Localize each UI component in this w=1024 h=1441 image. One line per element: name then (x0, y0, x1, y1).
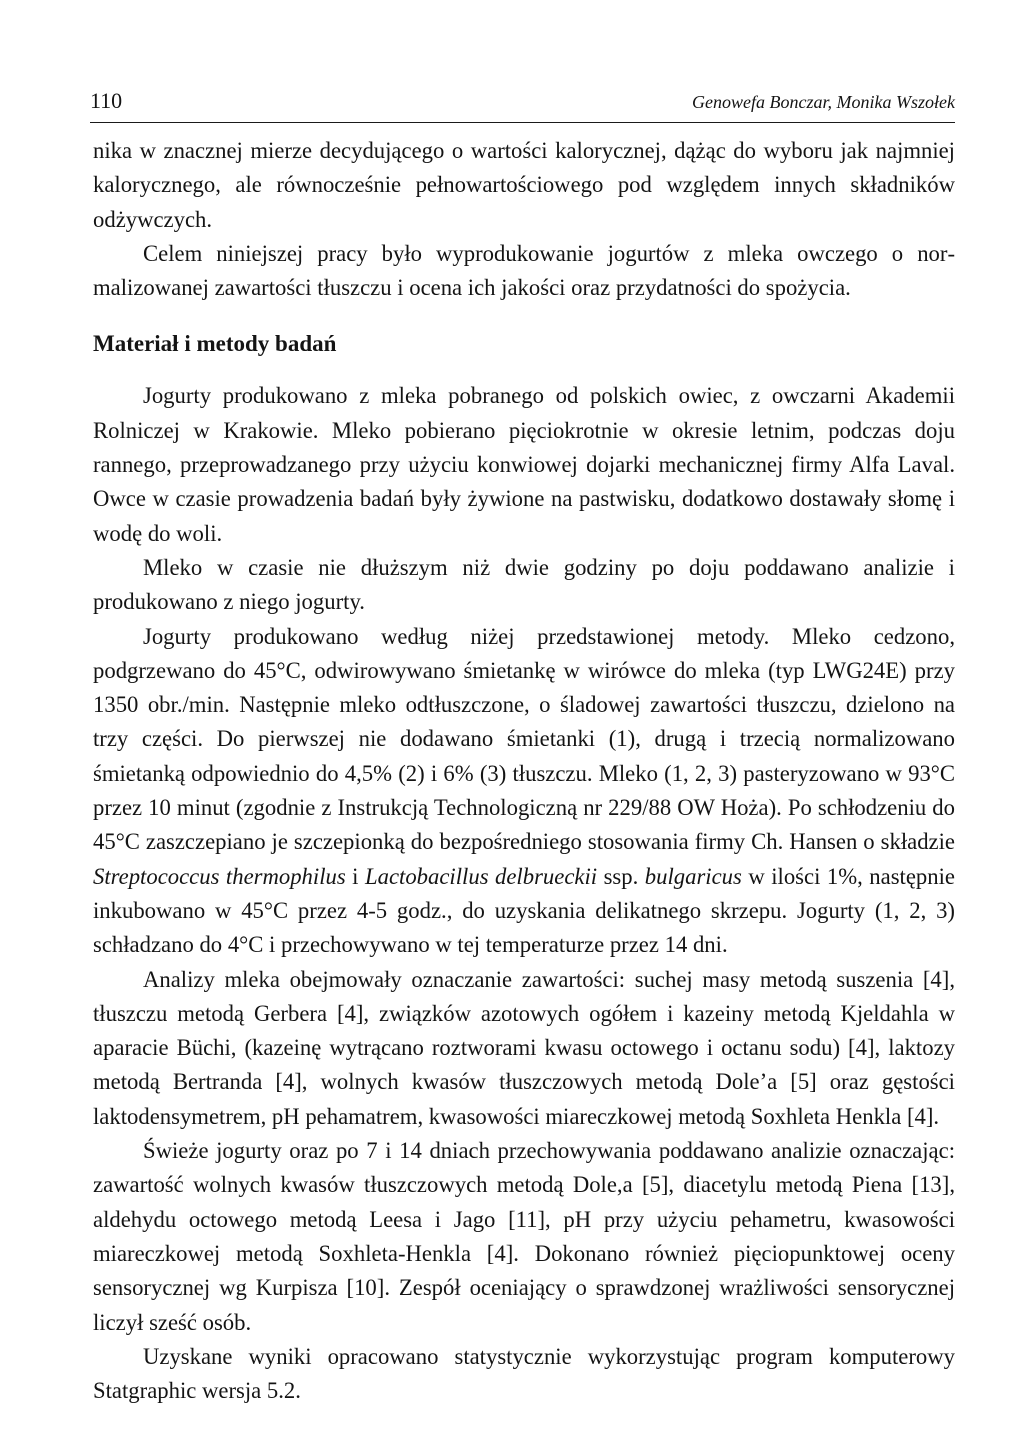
paragraph-statistics: Uzyskane wyniki opracowano statystycznie wykorzystując program komputerowy Statgraphic wersja 5.2. (93, 1343, 955, 1404)
paragraph-milk-analysis-timing: Mleko w czasie nie dłuższym niż dwie godziny po doju poddawano analizie i produkowano z niego jogurty. (93, 554, 955, 615)
paragraph-yogurt-analyses: Świeże jogurty oraz po 7 i 14 dniach przechowywania poddawano analizie oznaczając: zawartość wolnych kwasów tłuszczowych metodą Dole,a [5], diacetylu metodą Piena [13], aldehydu octowego metodą Leesa i Jago [11], pH przy użyciu pehametru, kwasowości miareczkowej metodą Soxhleta-Henkla [4]. Dokonano również pięciopunktowej oceny sensorycznej wg Kurpisza [10]. Zespół oceniający o sprawdzonej wrażliwości sensorycznej liczył sześć osób. (93, 1138, 955, 1335)
page-number: 110 (90, 88, 123, 113)
species-name: Lactobacillus delbrueckii (365, 863, 598, 889)
text-segment: i (345, 863, 365, 889)
species-name: Streptococcus thermophilus (93, 863, 346, 889)
paragraph-intro-continuation: nika w znacznej mierze decydującego o wartości kalorycznej, dążąc do wyboru jak najmniej kalorycznego, ale równocześnie pełnowartościowego pod względem innych składników odżywczych. (93, 138, 955, 232)
page-header (90, 88, 955, 123)
text-segment: w ilości 1%, następnie inkubowano w 45°C przez 4-5 godz., do uzyskania delikatnego skrzepu. Jogurty (1, 2, 3) schładzano do 4°C i przechowywano w tej temperaturze przez 14 dni. (93, 863, 955, 958)
text-segment: ssp. (597, 863, 645, 889)
paragraph-milk-source: Jogurty produkowano z mleka pobranego od polskich owiec, z owczarni Akademii Rolniczej w Krakowie. Mleko pobierano pięciokrotnie w okresie letnim, podczas doju rannego, przeprowadzanego przy użyciu konwiowej dojarki mechanicznej firmy Alfa Laval. Owce w czasie prowadzenia badań były żywione na pastwisku, dodatkowo dostawały słomę i wodę do woli. (93, 383, 955, 546)
section-heading: Materiał i metody badań (93, 331, 337, 357)
species-name: bulgaricus (644, 863, 742, 889)
running-head-authors: Genowefa Bonczar, Monika Wszołek (692, 92, 955, 112)
paragraph-aim: Celem niniejszej pracy było wyprodukowanie jogurtów z mleka owczego o normalizowanej zawartości tłuszczu i ocena ich jakości oraz przydatności do spożycia. (93, 240, 955, 301)
paragraph-milk-analyses: Analizy mleka obejmowały oznaczanie zawartości: suchej masy metodą suszenia [4], tłuszczu metodą Gerbera [4], związków azotowych ogółem i kazeiny metodą Kjeldahla w aparacie Büchi, (kazeinę wytrącano roztworami kwasu octowego i octanu sodu) [4], laktozy metodą Bertranda [4], wolnych kwasów tłuszczowych metodą Dole’a [5] oraz gęstości laktodensymetrem, pH pehamatrem, kwasowości miareczkowej metodą Soxhleta Henkla [4]. (93, 966, 955, 1129)
body-text (93, 134, 955, 1408)
text-segment: Jogurty produkowano według niżej przedstawionej metody. Mleko cedzono, podgrzewano do 45°C, odwirowywano śmietankę w wirówce do mleka (typ LWG24E) przy 1350 obr./min. Następnie mleko odtłuszczone, o śladowej zawartości tłuszczu, dzielono na trzy części. Do pierwszej nie dodawano śmietanki (1), drugą i trzecią normalizowano śmietanką odpowiednio do 4,5% (2) i 6% (3) tłuszczu. Mleko (1, 2, 3) pasteryzowano w 93°C przez 10 minut (zgodnie z Instrukcją Technologiczną nr 229/88 OW Hoża). Po schłodzeniu do 45°C zaszczepiano je szczepionką do bezpośredniego stosowania firmy Ch. Hansen o składzie (93, 623, 955, 855)
paragraph-yogurt-production (93, 620, 955, 963)
